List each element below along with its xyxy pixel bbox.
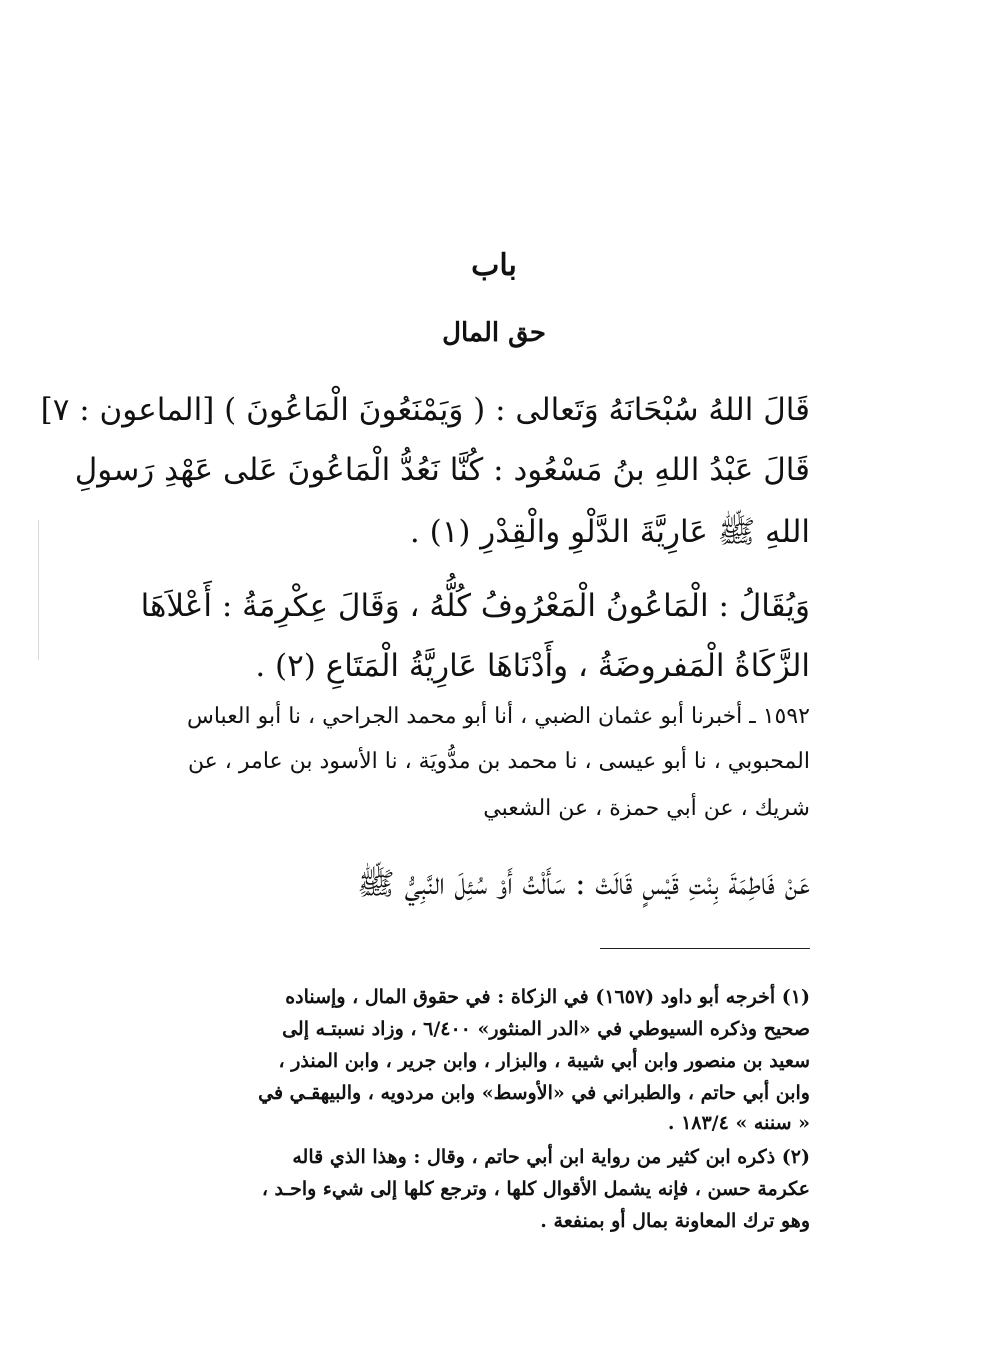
footnote-2-line-1: (٢) ذكره ابن كثير من رواية ابن أبي حاتم ، وقال : وهذا الذي قاله (292, 1146, 810, 1168)
ibn-masud-quote-line: قَالَ عَبْدُ اللهِ بنُ مَسْعُود : كُنَّا نَعُدُّ الْمَاعُونَ عَلى عَهْدِ رَسولِ (74, 452, 810, 488)
footnote-separator (600, 948, 810, 949)
quran-verse-line: قَالَ اللهُ سُبْحَانَهُ وَتَعالى : ( وَيَمْنَعُونَ الْمَاعُونَ ) [الماعون : ٧] (40, 392, 810, 428)
isnad-line-2: المحبوبي ، نا أبو عيسى ، نا محمد بن مدُّويَة ، نا الأسود بن عامر ، عن (187, 749, 810, 774)
chapter-subtitle: حق المال (442, 318, 546, 348)
footnote-1-line-1: (١) أخرجه أبو داود (١٦٥٧) في الزكاة : في حقوق المال ، وإسناده (285, 986, 810, 1008)
scan-edge-mark (38, 520, 39, 660)
footnote-2-line-3: وهو ترك المعاونة بمال أو بمنفعة . (540, 1210, 810, 1232)
footnote-1-line-2: صحيح وذكره السيوطي في «الدر المنثور» ٦/٤٠٠ ، وزاد نسبتـه إلى (282, 1018, 810, 1040)
footnote-1-line-3: سعيد بن منصور وابن أبي شيبة ، والبزار ، وابن جرير ، وابن المنذر ، (278, 1050, 810, 1072)
footnote-2-line-2: عكرمة حسن ، فإنه يشمل الأقوال كلها ، وترجع كلها إلى شيء واحـد ، (261, 1178, 810, 1200)
ibn-masud-quote-end-line: اللهِ ﷺ عَارِيَّةَ الدَّلْوِ والْقِدْرِ (١) . (409, 514, 810, 550)
isnad-line-1: ١٥٩٢ ـ أخبرنا أبو عثمان الضبي ، أنا أبو محمد الجراحي ، نا أبو العباس (187, 704, 810, 729)
footnote-1-line-4: وابن أبي حاتم ، والطبراني في «الأوسط» وابن مردويه ، والبيهقـي في (258, 1082, 810, 1104)
footnote-1-line-5: « سننه » ١٨٣/٤ . (667, 1112, 810, 1134)
ikrima-quote-line: وَيُقَالُ : الْمَاعُونُ الْمَعْرُوفُ كُلُّهُ ، وَقَالَ عِكْرِمَةُ : أَعْلاَهَا (140, 588, 810, 624)
hadith-matn-line: عَنْ فَاطِمَةَ بِنْتِ قَيْسٍ قَالَتْ : سَأَلْتُ أَوْ سُئِلَ النَّبِيُّ ﷺ (357, 866, 810, 902)
ikrima-quote-end-line: الزَّكَاةُ الْمَفروضَةُ ، وأَدْنَاهَا عَارِيَّةُ الْمَتَاعِ (٢) . (255, 648, 810, 684)
isnad-line-3: شريك ، عن أبي حمزة ، عن الشعبي (483, 796, 810, 821)
chapter-title: باب (471, 248, 517, 283)
